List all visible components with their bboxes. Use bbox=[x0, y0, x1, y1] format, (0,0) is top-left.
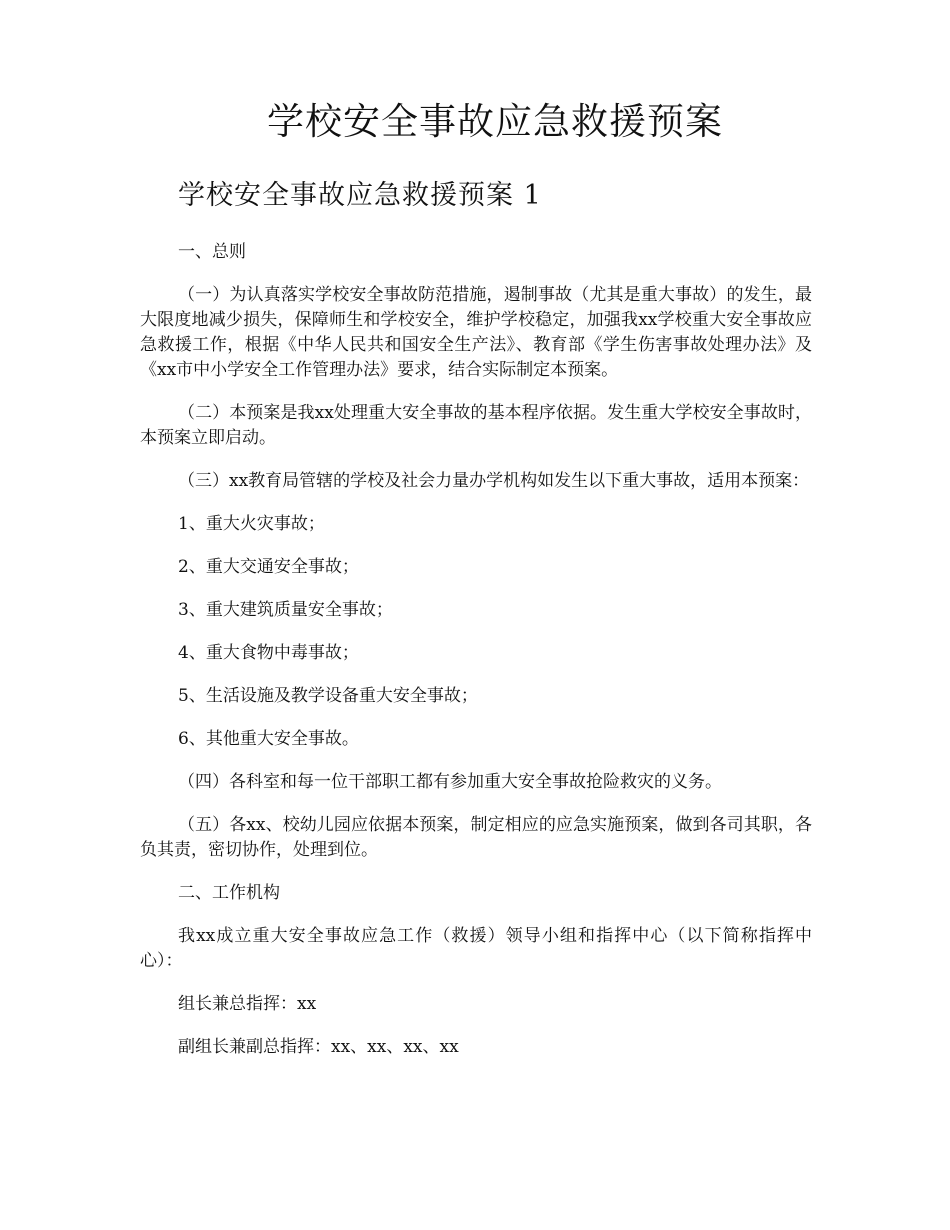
paragraph-3: （三）xx教育局管辖的学校及社会力量办学机构如发生以下重大事故，适用本预案： bbox=[178, 471, 810, 491]
list-item-5: 5、生活设施及教学设备重大安全事故； bbox=[178, 686, 478, 706]
team-leader-line: 组长兼总指挥：xx bbox=[178, 994, 317, 1014]
list-item-3: 3、重大建筑质量安全事故； bbox=[178, 600, 393, 620]
paragraph-1: （一）为认真落实学校安全事故防范措施，遏制事故（尤其是重大事故）的发生，最大限度地减少损失，保障师生和学校安全，维护学校稳定，加强我xx学校重大安全事故应急救援工作，根据《中华人民共和国安全生产法》、教育部《学生伤害事故处理办法》及《xx市中小学安全工作管理办法》要求，结合实际制定本预案。 bbox=[140, 285, 812, 380]
paragraph-2: （二）本预案是我xx处理重大安全事故的基本程序依据。发生重大学校安全事故时，本预案立即启动。 bbox=[140, 403, 812, 448]
paragraph-5: （五）各xx、校幼儿园应依据本预案，制定相应的应急实施预案，做到各司其职，各负其责，密切协作，处理到位。 bbox=[140, 815, 812, 860]
list-item-1: 1、重大火灾事故； bbox=[178, 514, 325, 534]
list-item-6: 6、其他重大安全事故。 bbox=[178, 729, 359, 749]
section-title: 学校安全事故应急救援预案 1 bbox=[178, 180, 542, 211]
list-item-2: 2、重大交通安全事故； bbox=[178, 557, 359, 577]
paragraph-command-center: 我xx成立重大安全事故应急工作（救援）领导小组和指挥中心（以下简称指挥中心）： bbox=[140, 926, 812, 971]
document-title: 学校安全事故应急救援预案 bbox=[267, 100, 723, 143]
heading-working-body: 二、工作机构 bbox=[178, 883, 280, 903]
deputy-leader-line: 副组长兼副总指挥：xx、xx、xx、xx bbox=[178, 1037, 459, 1057]
list-item-4: 4、重大食物中毒事故； bbox=[178, 643, 359, 663]
paragraph-4: （四）各科室和每一位干部职工都有参加重大安全事故抢险救灾的义务。 bbox=[178, 772, 722, 792]
document-body bbox=[140, 240, 812, 1078]
heading-general-provisions: 一、总则 bbox=[178, 242, 246, 262]
